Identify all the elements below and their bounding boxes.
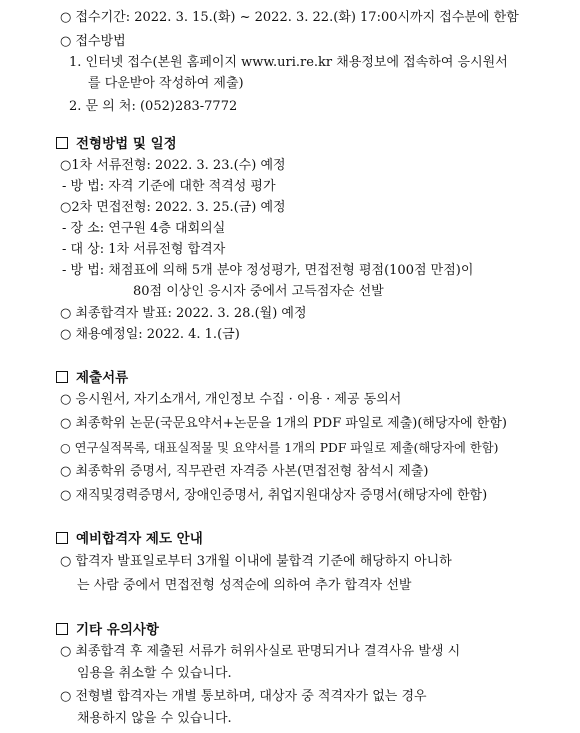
checkbox-square-icon	[56, 532, 68, 544]
document-item: ○ 연구실적목록, 대표실적물 및 요약서를 1개의 PDF 파일로 제출(해당자에 한함)	[60, 441, 499, 455]
reserve-item: ○ 합격자 발표일로부터 3개월 이내에 불합격 기준에 해당하지 아니하	[60, 554, 452, 569]
note-item: ○ 전형별 합격자는 개별 통보하며, 대상자 중 적격자가 없는 경우	[60, 689, 427, 704]
document-item: ○ 최종학위 증명서, 직무관련 자격증 사본(면접전형 참석시 제출)	[60, 464, 429, 479]
note-item-cont: 채용하지 않을 수 있습니다.	[77, 711, 232, 726]
section-schedule-title: 전형방법 및 일정	[56, 134, 177, 154]
document-item: ○ 응시원서, 자기소개서, 개인정보 수집 · 이용 · 제공 동의서	[60, 392, 402, 407]
schedule-item: ○ 최종합격자 발표: 2022. 3. 28.(월) 예정	[60, 306, 307, 321]
schedule-item: - 방 법: 채점표에 의해 5개 분야 정성평가, 면접전형 평점(100점 만점)이	[62, 263, 474, 278]
intake-method-1-cont: 를 다운받아 작성하여 제출)	[88, 76, 244, 91]
intake-period: ○ 접수기간: 2022. 3. 15.(화) ~ 2022. 3. 22.(화) 17:00시까지 접수분에 한함	[60, 10, 519, 25]
section-notes-title: 기타 유의사항	[56, 620, 159, 640]
schedule-item-cont: 80점 이상인 응시자 중에서 고득점자순 선발	[133, 284, 384, 299]
note-item: ○ 최종합격 후 제출된 서류가 허위사실로 판명되거나 결격사유 발생 시	[60, 644, 461, 659]
schedule-item: ○1차 서류전형: 2022. 3. 23.(수) 예정	[60, 158, 286, 173]
reserve-item-cont: 는 사람 중에서 면접전형 성적순에 의하여 추가 합격자 선발	[77, 578, 412, 593]
schedule-item: ○2차 면접전형: 2022. 3. 25.(금) 예정	[60, 200, 286, 215]
schedule-item: - 장 소: 연구원 4층 대회의실	[62, 221, 226, 236]
section-documents-title: 제출서류	[56, 368, 128, 388]
schedule-item: - 대 상: 1차 서류전형 합격자	[62, 242, 226, 257]
intake-contact: 2. 문 의 처: (052)283-7772	[69, 99, 238, 114]
section-reserve-title: 예비합격자 제도 안내	[56, 529, 203, 549]
document-item: ○ 최종학위 논문(국문요약서+논문을 1개의 PDF 파일로 제출)(해당자에 한함)	[60, 416, 507, 431]
intake-method-1: 1. 인터넷 접수(본원 홈페이지 www.uri.re.kr 채용정보에 접속하여 응시원서	[69, 55, 508, 70]
schedule-item: ○ 채용예정일: 2022. 4. 1.(금)	[60, 327, 240, 342]
checkbox-square-icon	[56, 623, 68, 635]
checkbox-square-icon	[56, 137, 68, 149]
schedule-item: - 방 법: 자격 기준에 대한 적격성 평가	[62, 179, 276, 194]
checkbox-square-icon	[56, 371, 68, 383]
document-item: ○ 재직및경력증명서, 장애인증명서, 취업지원대상자 증명서(해당자에 한함)	[60, 488, 488, 503]
note-item-cont: 임용을 취소할 수 있습니다.	[77, 666, 232, 681]
intake-method-heading: ○ 접수방법	[60, 34, 126, 49]
